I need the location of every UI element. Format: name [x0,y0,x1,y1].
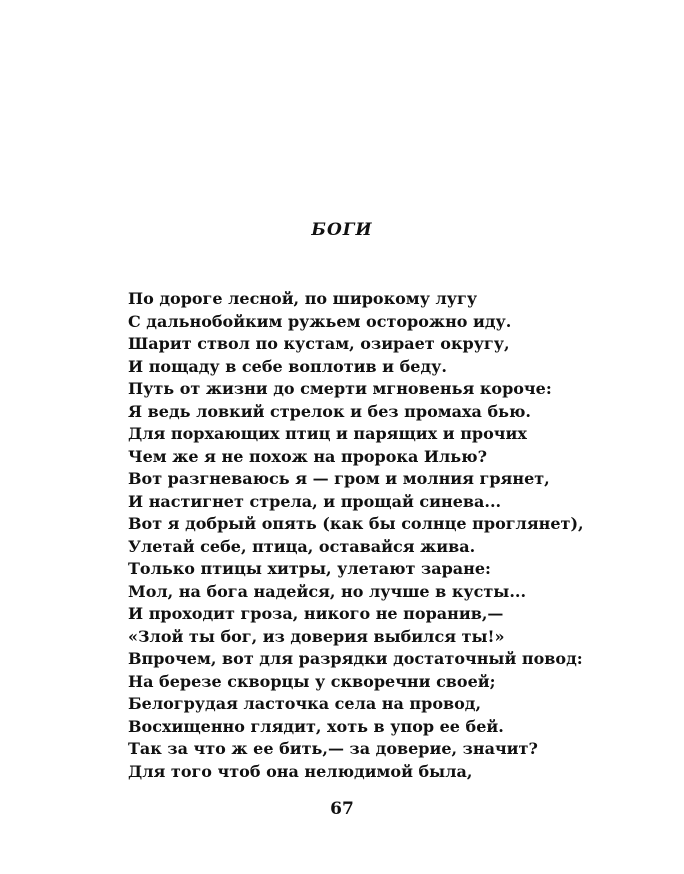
poem-line: Шарит ствол по кустам, озирает округу, [128,334,510,353]
poem-line: И пощаду в себе воплотив и беду. [128,356,447,376]
poem-line: Мол, на бога надейся, но лучше в кусты... [128,581,527,601]
poem-line: Вот разгневаюсь я — гром и молния грянет, [128,469,550,488]
poem-line: Путь от жизни до смерти мгновенья короче: [128,379,552,398]
poem-title: БОГИ [311,220,373,240]
page-number: 67 [330,799,354,819]
poem-line: И настигнет стрела, и прощай синева... [128,491,502,511]
poem-line: Только птицы хитры, улетают заране: [128,559,491,578]
poem-line: Для порхающих птиц и парящих и прочих [128,424,527,443]
poem-line: С дальнобойким ружьем осторожно иду. [128,311,512,331]
poem-line: Для того чтоб она нелюдимой была, [128,761,473,781]
poem-line: Так за что ж ее бить,— за доверие, значит? [128,739,538,758]
poem-line: Чем же я не похож на пророка Илью? [128,446,487,466]
poem-line: Восхищенно глядит, хоть в упор ее бей. [128,716,504,736]
poem-line: Впрочем, вот для разрядки достаточный повод: [128,649,583,668]
poem-line: И проходит гроза, никого не поранив,— [128,604,504,623]
poem-line: «Злой ты бог, из доверия выбился ты!» [128,626,505,646]
poem-line: Я ведь ловкий стрелок и без промаха бью. [128,401,531,421]
poem-line: По дороге лесной, по широкому лугу [128,289,478,308]
poem-line: На березе скворцы у скворечни своей; [128,671,496,691]
poem-line: Вот я добрый опять (как бы солнце проглянет), [128,514,584,533]
poem-line: Улетай себе, птица, оставайся жива. [128,536,476,556]
poem-body [128,288,584,783]
poem-line: Белогрудая ласточка села на провод, [128,694,482,713]
